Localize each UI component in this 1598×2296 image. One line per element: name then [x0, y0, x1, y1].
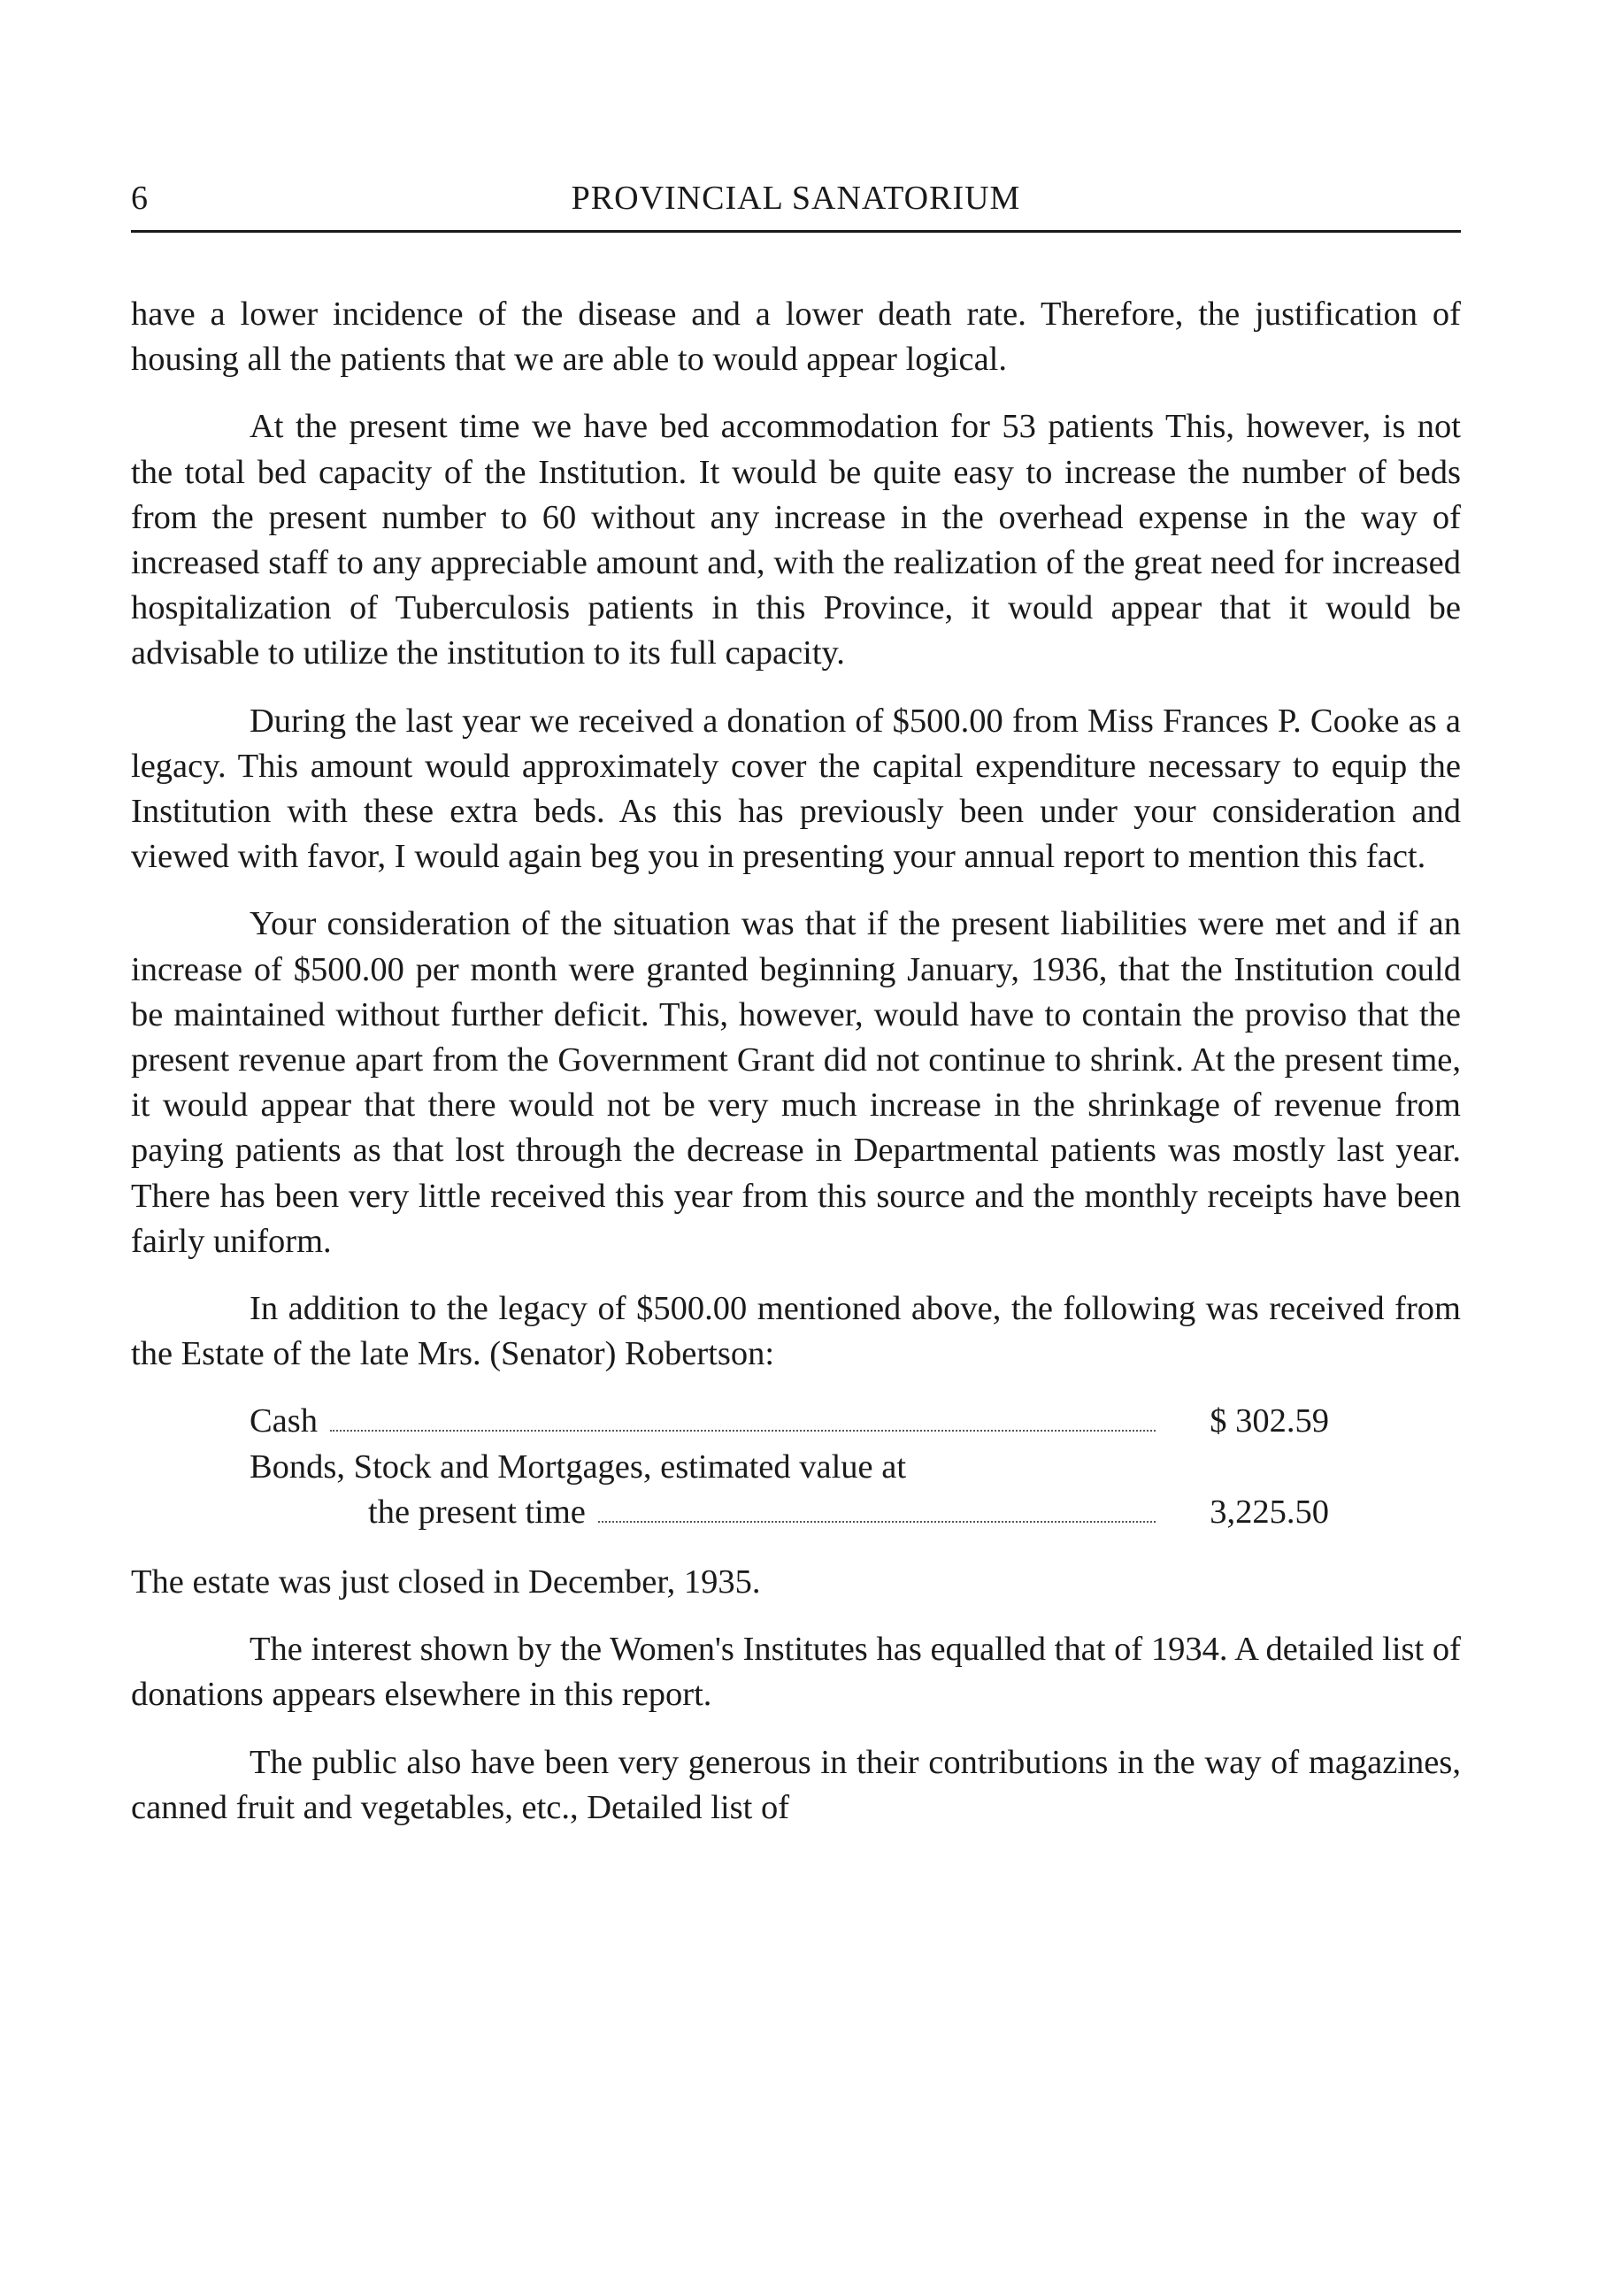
ledger-row-bonds-heading: [250, 1445, 1329, 1490]
ledger-amount-cash: $ 302.59: [1210, 1402, 1329, 1440]
paragraph-womens-institutes: The interest shown by the Women's Institutes has equalled that of 1934. A detailed list of donations appears elsewhere in this report.: [131, 1631, 1461, 1714]
estate-ledger: [131, 1399, 1329, 1535]
paragraph-liabilities: Your consideration of the situation was that if the present liabilities were met and if an increase of $500.00 per month were granted beginning January, 1936, that the Institution could be maintained without further deficit. This, however, would have to contain the proviso that the present revenue apart from the Government Grant did not continue to shrink. At the present time, it would appear that there would not be very much increase in the shrinkage of revenue from paying patients as that lost through the decrease in Departmental patients was mostly last year. There has been very little received this year from this source and the monthly receipts have been fairly uniform.: [131, 905, 1461, 1260]
paragraph-robertson-estate: In addition to the legacy of $500.00 mentioned above, the following was received from the Estate of the late Mrs. (Senator) Robertson:: [131, 1290, 1461, 1373]
paragraph-estate-closed: The estate was just closed in December, 1935.: [131, 1563, 761, 1601]
running-title: PROVINCIAL SANATORIUM: [571, 180, 1021, 217]
paragraph-cooke-legacy: During the last year we received a donation of $500.00 from Miss Frances P. Cooke as a legacy. This amount would approximately cover the capital expenditure necessary to equip the Institution with these extra beds. As this has previously been under your consideration and viewed with favor, I would again beg you in presenting your annual report to mention this fact.: [131, 702, 1461, 876]
body-text: [131, 292, 1461, 1853]
header-rule: [131, 230, 1461, 233]
ledger-label-bonds: Bonds, Stock and Mortgages, estimated value at: [250, 1447, 907, 1486]
paragraph-continuation: have a lower incidence of the disease and a lower death rate. Therefore, the justification of housing all the patients that we are able to would appear logical.: [131, 296, 1461, 379]
page-header: [131, 175, 1461, 221]
ledger-leader-dots: [598, 1521, 1156, 1523]
ledger-amount-bonds: 3,225.50: [1210, 1493, 1329, 1531]
ledger-leader-dots: [330, 1430, 1156, 1432]
paragraph-public-contributions: The public also have been very generous in their contributions in the way of magazines, canned fruit and vegetables, etc., Detailed list of: [131, 1743, 1461, 1826]
ledger-label-cash: Cash: [250, 1402, 318, 1440]
paragraph-bed-capacity: At the present time we have bed accommodation for 53 patients This, however, is not the total bed capacity of the Institution. It would be quite easy to increase the number of beds from the present number to 60 without any increase in the overhead expense in the way of increased staff to any appreciable amount and, with the realization of the great need for increased hospitalization of Tuberculosis patients in this Province, it would appear that it would be advisable to utilize the institution to its full capacity.: [131, 408, 1461, 672]
ledger-row-cash: [250, 1399, 1329, 1444]
ledger-row-bonds: [250, 1490, 1329, 1535]
page-number: 6: [131, 180, 148, 217]
ledger-label-present-time: the present time: [368, 1493, 586, 1531]
